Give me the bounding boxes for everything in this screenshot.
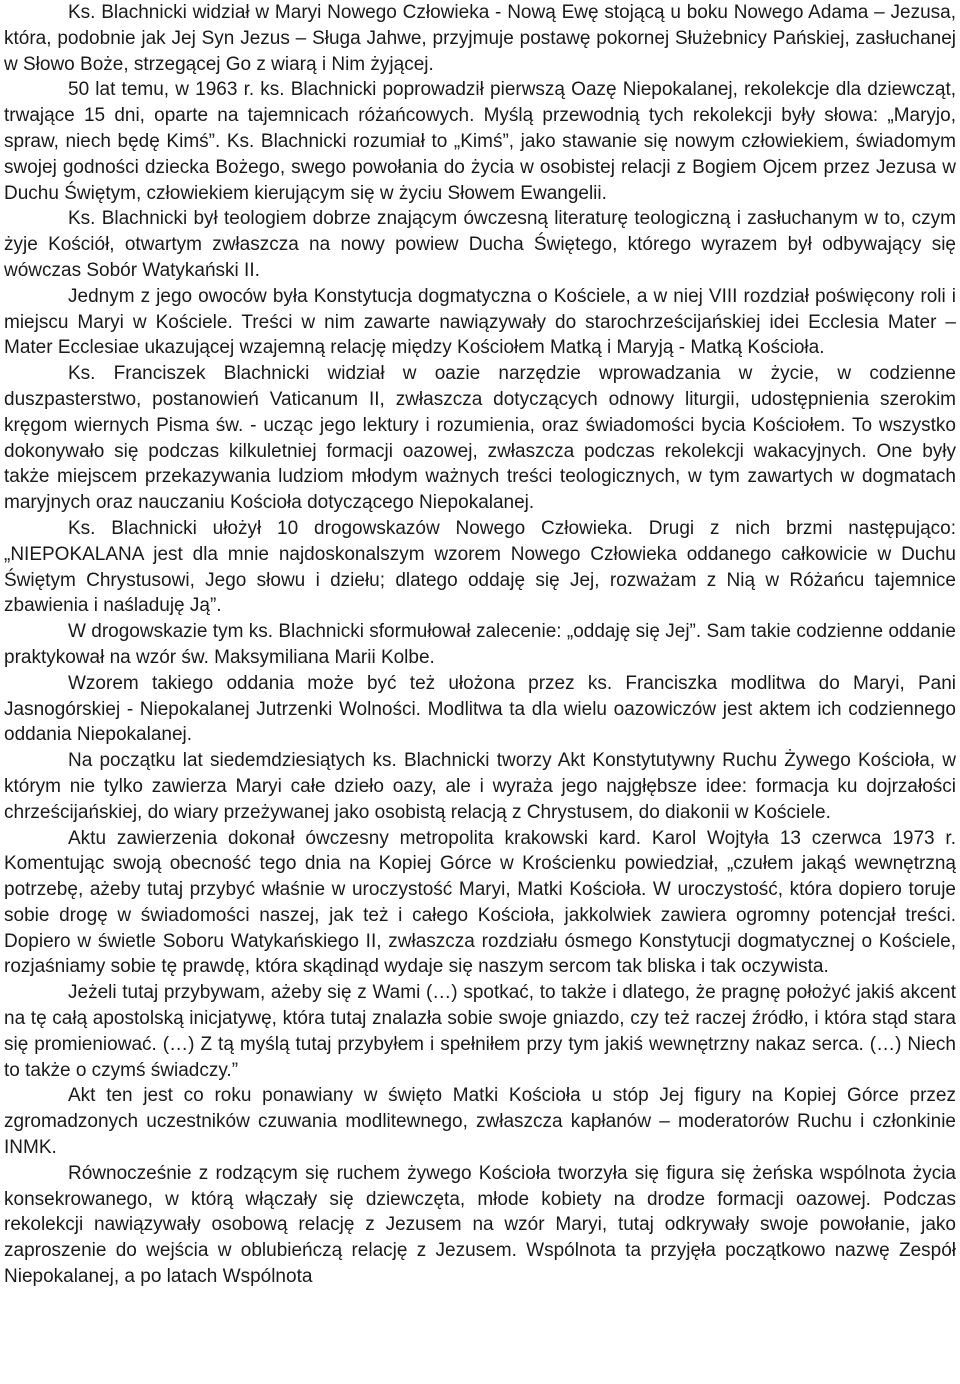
paragraph-2: 50 lat temu, w 1963 r. ks. Blachnicki poprowadził pierwszą Oazę Niepokalanej, rekolekcje dla dziewcząt, trwające 15 dni, oparte na tajemnicach różańcowych. Myślą przewodnią tych rekolekcji były słowa: „Maryjo, spraw, niech będę Kimś”. Ks. Blachnicki rozumiał to „Kimś”, jako stawanie się nowym człowiekiem, świadomym swojej godności dziecka Bożego, swego powołania do życia w osobistej relacji z Bogiem Ojcem przez Jezusa w Duchu Świętym, człowiekiem kierującym się w życiu Słowem Ewangelii.: [4, 79, 956, 204]
paragraph-1: Ks. Blachnicki widział w Maryi Nowego Człowieka - Nową Ewę stojącą u boku Nowego Adama – Jezusa, która, podobnie jak Jej Syn Jezus – Sługa Jahwe, przyjmuje postawę pokornej Służebnicy Pańskiej, zasłuchanej w Słowo Boże, strzegącej Go z wiarą i Nim żyjącej.: [4, 2, 956, 75]
document-page: [4, 0, 956, 1290]
paragraph-9: Na początku lat siedemdziesiątych ks. Blachnicki tworzy Akt Konstytutywny Ruchu Żywego Kościoła, w którym nie tylko zawierza Maryi całe dzieło oazy, ale i wyraża jego najgłębsze idee: formacja ku dojrzałości chrześcijańskiej, do wiary przeżywanej jako osobistą relacją z Chrystusem, do diakonii w Kościele.: [4, 750, 956, 823]
paragraph-3: Ks. Blachnicki był teologiem dobrze znającym ówczesną literaturę teologiczną i zasłuchanym w to, czym żyje Kościół, otwartym zwłaszcza na nowy powiew Ducha Świętego, którego wyrazem był odbywający się wówczas Sobór Watykański II.: [4, 208, 956, 281]
paragraph-6: Ks. Blachnicki ułożył 10 drogowskazów Nowego Człowieka. Drugi z nich brzmi następująco: „NIEPOKALANA jest dla mnie najdoskonalszym wzorem Nowego Człowieka oddanego całkowicie w Duchu Świętym Chrystusowi, Jego słowu i dziełu; dlatego oddaję się Jej, rozważam z Nią w Różańcu tajemnice zbawienia i naśladuję Ją”.: [4, 517, 956, 617]
paragraph-10: Aktu zawierzenia dokonał ówczesny metropolita krakowski kard. Karol Wojtyła 13 czerwca 1973 r. Komentując swoją obecność tego dnia na Kopiej Górce w Krościenku powiedział, „czułem jakąś wewnętrzną potrzebę, ażeby tutaj przybyć właśnie w uroczystość Maryi, Matki Kościoła. W uroczystość, która dopiero toruje sobie drogę w świadomości naszej, jak też i całego Kościoła, jakkolwiek zawiera ogromny potencjał treści. Dopiero w świetle Soboru Watykańskiego II, zwłaszcza rozdziału ósmego Konstytucji dogmatycznej o Kościele, rozjaśniamy sobie tę prawdę, która skądinąd wydaje się naszym sercom tak bliska i tak oczywista.: [4, 827, 956, 978]
paragraph-13: Równocześnie z rodzącym się ruchem żywego Kościoła tworzyła się figura się żeńska wspólnota życia konsekrowanego, w którą włączały się dziewczęta, młode kobiety na drodze formacji oazowej. Podczas rekolekcji nawiązywały osobową relację z Jezusem na wzór Maryi, tutaj odkrywały swoje powołanie, jako zaproszenie do wejścia w oblubieńczą relację z Jezusem. Wspólnota ta przyjęła początkowo nazwę Zespół Niepokalanej, a po latach Wspólnota: [4, 1162, 956, 1288]
paragraph-12: Akt ten jest co roku ponawiany w święto Matki Kościoła u stóp Jej figury na Kopiej Górce przez zgromadzonych uczestników czuwania modlitewnego, zwłaszcza kapłanów – moderatorów Ruchu i członkinie INMK.: [4, 1085, 956, 1159]
paragraph-8: Wzorem takiego oddania może być też ułożona przez ks. Franciszka modlitwa do Maryi, Pani Jasnogórskiej - Niepokalanej Jutrzenki Wolności. Modlitwa ta dla wielu oazowiczów jest aktem ich codziennego oddania Niepokalanej.: [4, 672, 956, 746]
paragraph-5: Ks. Franciszek Blachnicki widział w oazie narzędzie wprowadzania w życie, w codzienne duszpasterstwo, postanowień Vaticanum II, zwłaszcza dotyczących odnowy liturgii, udostępnienia szerokim kręgom wiernych Pisma św. - ucząc jego lektury i rozumienia, oraz świadomości bycia Kościołem. To wszystko dokonywało się podczas kilkuletniej formacji oazowej, zwłaszcza podczas rekolekcji wakacyjnych. One były także miejscem przekazywania ludziom młodym ważnych treści teologicznych, w tym zawartych w dogmatach maryjnych oraz nauczaniu Kościoła dotyczącego Niepokalanej.: [4, 363, 956, 514]
paragraph-11: Jeżeli tutaj przybywam, ażeby się z Wami (…) spotkać, to także i dlatego, że pragnę położyć jakiś akcent na tę całą apostolską inicjatywę, która tutaj znalazła sobie swoje gniazdo, czy też raczej źródło, i która stąd stara się promieniować. (…) Z tą myślą tutaj przybyłem i spełniłem przy tym jakiś wewnętrzny nakaz serca. (…) Niech to także o czymś świadczy.”: [4, 982, 956, 1081]
paragraph-7: W drogowskazie tym ks. Blachnicki sformułował zalecenie: „oddaję się Jej”. Sam takie codzienne oddanie praktykował na wzór św. Maksymiliana Marii Kolbe.: [4, 621, 956, 668]
paragraph-4: Jednym z jego owoców była Konstytucja dogmatyczna o Kościele, a w niej VIII rozdział poświęcony roli i miejscu Maryi w Kościele. Treści w nim zawarte nawiązywały do starochrześcijańskiej idei Ecclesia Mater – Mater Ecclesiae ukazującej wzajemną relację między Kościołem Matką i Maryją - Matką Kościoła.: [4, 285, 956, 359]
